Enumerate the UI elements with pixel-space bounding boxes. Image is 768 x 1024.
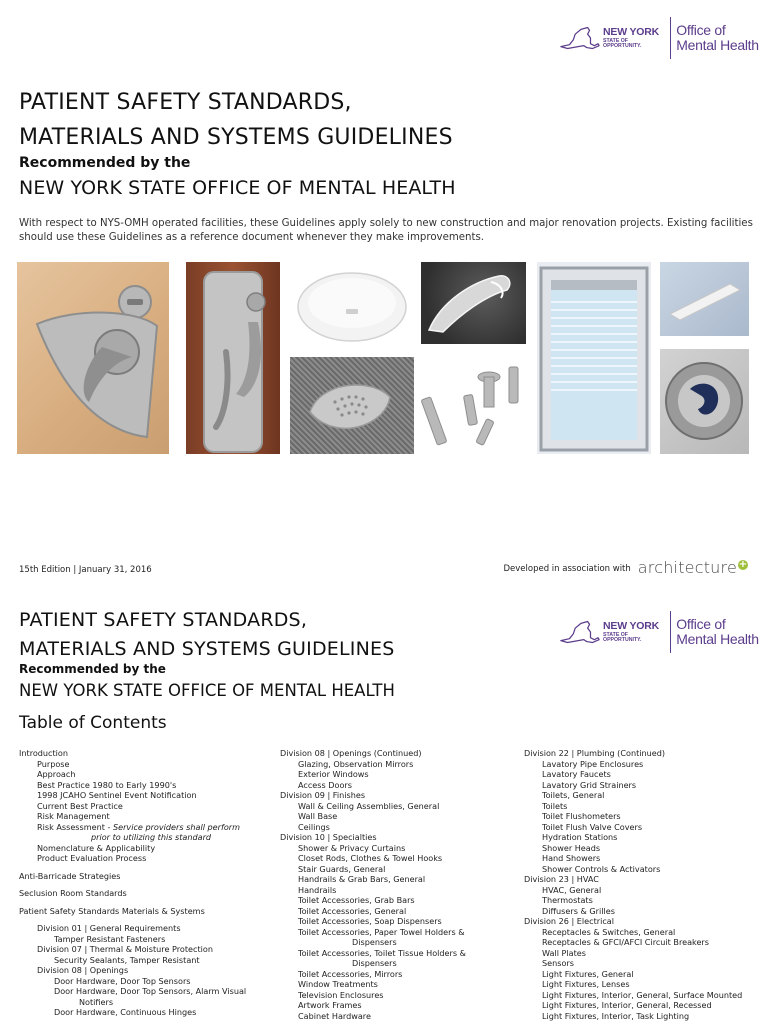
toc-entry [19, 769, 246, 780]
toc-entry-text: Division 07 | Thermal & Moisture Protection [37, 944, 213, 954]
toc-entry [524, 874, 742, 885]
toc-entry-text: Toilet Accessories, Grab Bars [298, 895, 415, 905]
toc-entry-text: Toilets [542, 800, 568, 811]
toc-entry [524, 969, 742, 980]
toc-entry [280, 948, 466, 959]
toc-entry [524, 769, 742, 780]
toc-entry [280, 832, 466, 843]
toc-entry-text: Toilet Accessories, Mirrors [298, 968, 403, 979]
toc-entry [524, 916, 742, 927]
recommended-by: Recommended by the [19, 155, 191, 171]
edition-date: 15th Edition | January 31, 2016 [19, 565, 152, 575]
toc-entry [280, 790, 466, 801]
toc-entry [19, 934, 246, 945]
toc-entry-text: Division 09 | Finishes [280, 790, 366, 800]
toc-column-1 [19, 748, 246, 1018]
toc-entry [280, 874, 466, 885]
toc-entry-text: Lavatory Faucets [542, 769, 611, 779]
toc-entry-text: Lavatory Pipe Enclosures [542, 758, 644, 769]
toc-page-title-line2: MATERIALS AND SYSTEMS GUIDELINES [19, 638, 395, 660]
architecture-plus-logo [638, 558, 748, 577]
toc-entry-text: Thermostats [542, 895, 593, 905]
toc-entry [524, 748, 742, 759]
toc-entry-text: Notifiers [79, 996, 114, 1007]
logo-divider [670, 17, 671, 59]
toc-entry [524, 832, 742, 843]
toc-entry [19, 790, 246, 801]
toc-entry-text: Anti-Barricade Strategies [19, 870, 121, 881]
toc-entry-text: Current Best Practice [37, 800, 123, 811]
toc-entry [280, 811, 466, 822]
toc-entry-text: Window Treatments [298, 979, 378, 989]
toc-entry-text: Introduction [19, 748, 69, 758]
toc-entry-text: Ceilings [298, 821, 330, 832]
toc-entry-note: Service providers shall perform [112, 821, 240, 832]
toc-entry [19, 811, 246, 822]
toc-entry-text: Lavatory Grid Strainers [542, 779, 637, 790]
toc-entry-text: Hydration Stations [542, 832, 618, 842]
toc-entry-text: Risk Assessment - [37, 821, 113, 832]
toc-entry-text: Closet Rods, Clothes & Towel Hooks [298, 853, 443, 863]
toc-entry [19, 780, 246, 791]
robe-hook-photo [660, 349, 749, 454]
state-tagline: STATE OF OPPORTUNITY. [603, 37, 642, 49]
toc-entry [280, 843, 466, 854]
toc-entry [19, 853, 246, 864]
toc-entry [524, 853, 742, 864]
toc-entry-text: Stair Guards, General [298, 863, 386, 874]
toc-entry-text: Shower Controls & Activators [542, 863, 661, 874]
toc-entry-text: Door Hardware, Door Top Sensors [54, 975, 191, 986]
toc-entry-text: Division 26 | Electrical [524, 916, 615, 926]
toc-column-3 [524, 748, 742, 1021]
toc-entry-text: Seclusion Room Standards [19, 888, 127, 898]
toc-entry [280, 906, 466, 917]
toc-entry-text: Toilet Accessories, Paper Towel Holders & [298, 926, 465, 937]
toc-entry-text: Division 08 | Openings [37, 965, 129, 975]
office-wordmark: Office of Mental Health [676, 21, 759, 53]
toc-entry [280, 979, 466, 990]
toc-entry-text: Light Fixtures, Interior, Task Lighting [542, 1010, 690, 1021]
toc-entry-text: Shower Heads [542, 842, 601, 853]
door-lever-photo [17, 262, 169, 454]
cover-title-line1: PATIENT SAFETY STANDARDS, [19, 90, 352, 115]
toc-entry-text: Toilet Accessories, General [298, 905, 407, 916]
toc-entry-text: Receptacles & Switches, General [542, 926, 676, 937]
toc-entry-text: Sensors [542, 958, 574, 968]
toc-entry-text: Toilet Flush Valve Covers [542, 821, 643, 832]
toc-entry [524, 790, 742, 801]
toc-entry [280, 769, 466, 780]
toc-entry-text: Handrails & Grab Bars, General [298, 874, 426, 884]
toc-entry-text: Wall Base [298, 811, 338, 821]
toc-entry-text: Dispensers [352, 937, 397, 947]
toc-entry [19, 871, 246, 882]
association-label: Developed in association with [503, 564, 631, 574]
toc-entry [524, 780, 742, 791]
cover-title-line2: MATERIALS AND SYSTEMS GUIDELINES [19, 125, 453, 150]
toc-entry [280, 916, 466, 927]
light-fixture-photo [660, 262, 749, 336]
toc-entry [19, 748, 246, 759]
toc-entry [19, 906, 246, 917]
toc-entry [524, 843, 742, 854]
toc-entry [280, 990, 466, 1001]
state-tagline: STATE OF OPPORTUNITY. [603, 631, 642, 643]
toc-entry-text: Hand Showers [542, 853, 601, 863]
toc-entry-text: prior to utilizing this standard [91, 832, 212, 842]
toc-entry [19, 944, 246, 955]
toc-entry-text: Cabinet Hardware [298, 1010, 371, 1021]
toc-entry-text: Security Sealants, Tamper Resistant [54, 954, 200, 965]
shower-head-photo [290, 357, 414, 454]
toc-entry [524, 759, 742, 770]
toc-entry [19, 832, 246, 843]
toc-entry [19, 843, 246, 854]
toc-entry [280, 864, 466, 875]
toc-entry-text: Access Doors [298, 779, 352, 790]
toc-office-name: NEW YORK STATE OFFICE OF MENTAL HEALTH [19, 681, 395, 700]
toc-page-title-line1: PATIENT SAFETY STANDARDS, [19, 609, 308, 631]
toc-entry-text: Television Enclosures [298, 989, 384, 1000]
toc-entry [524, 1000, 742, 1011]
toc-entry [280, 1011, 466, 1022]
toc-entry-text: Nomenclature & Applicability [37, 842, 156, 853]
toc-entry [280, 780, 466, 791]
toc-entry [19, 1007, 246, 1018]
toc-entry [524, 990, 742, 1001]
nys-wordmark [603, 27, 665, 49]
toc-entry [524, 937, 742, 948]
toc-entry-text: Door Hardware, Continuous Hinges [54, 1007, 197, 1017]
toc-entry [280, 969, 466, 980]
cover-title [19, 85, 453, 155]
toc-entry [524, 927, 742, 938]
toc-entry-text: Exterior Windows [298, 769, 369, 779]
toc-entry-text: 1998 JCAHO Sentinel Event Notification [37, 790, 197, 800]
toc-entry-text: Tamper Resistant Fasteners [54, 933, 166, 944]
toc-entry-text: Best Practice 1980 to Early 1990's [37, 779, 177, 790]
toc-entry [524, 948, 742, 959]
new-york-state-map-icon [558, 25, 600, 51]
toc-entry-text: Diffusers & Grilles [542, 905, 615, 916]
toc-entry-text: Wall Plates [542, 947, 586, 958]
toc-entry-text: Division 10 | Specialties [280, 832, 377, 842]
new-york-state-map-icon [558, 619, 600, 645]
toc-entry-text: Division 08 | Openings (Continued) [280, 748, 422, 758]
toc-entry-text: Product Evaluation Process [37, 853, 147, 863]
toc-column-2 [280, 748, 466, 1021]
toc-entry [280, 937, 466, 948]
toc-entry-text: Wall & Ceiling Assemblies, General [298, 800, 440, 811]
toc-page-title [19, 606, 394, 664]
toc-entry-text: Dispensers [352, 958, 397, 968]
toc-entry-text: Toilet Accessories, Toilet Tissue Holders & [298, 947, 466, 958]
logo-divider [670, 611, 671, 653]
intro-paragraph: With respect to NYS-OMH operated facilities, these Guidelines apply solely to new construction and major renovation projects. Existing facilities should use these Guidelines as a reference document whenever they make improvements. [19, 218, 753, 243]
toc-entry [524, 1011, 742, 1022]
toc-entry-text: Shower & Privacy Curtains [298, 842, 406, 853]
toc-entry-text: HVAC, General [542, 884, 602, 895]
nys-omh-logo-toc [558, 611, 768, 653]
toc-entry [524, 822, 742, 833]
toc-entry [280, 1000, 466, 1011]
faucet-photo [421, 262, 526, 344]
toc-entry [19, 986, 246, 997]
table-of-contents-heading: Table of Contents [19, 713, 167, 733]
toc-entry-text: Risk Management [37, 811, 110, 821]
toc-entry [524, 864, 742, 875]
toc-entry [19, 923, 246, 934]
office-name: NEW YORK STATE OFFICE OF MENTAL HEALTH [19, 177, 456, 199]
toc-entry-text: Light Fixtures, Interior, General, Surface Mounted [542, 989, 743, 1000]
toc-entry-text: Light Fixtures, General [542, 968, 634, 979]
toc-entry [524, 895, 742, 906]
toc-entry [280, 801, 466, 812]
state-name: NEW YORK [603, 26, 660, 39]
toc-entry-text: Toilet Accessories, Soap Dispensers [298, 916, 442, 926]
toc-entry [19, 888, 246, 899]
toc-entry-text: Purpose [37, 758, 70, 769]
toc-entry [280, 895, 466, 906]
toc-entry [524, 811, 742, 822]
toc-entry-text: Division 01 | General Requirements [37, 923, 181, 933]
office-wordmark: Office of Mental Health [676, 615, 759, 647]
toc-entry [524, 801, 742, 812]
state-name: NEW YORK [603, 620, 660, 633]
toc-entry [280, 885, 466, 896]
plus-icon: + [738, 558, 748, 570]
toc-entry [280, 759, 466, 770]
toc-entry-text: Light Fixtures, Interior, General, Recessed [542, 1000, 712, 1010]
toc-entry [280, 958, 466, 969]
toc-entry [19, 965, 246, 976]
toc-entry-text: Light Fixtures, Lenses [542, 979, 630, 989]
toc-entry-text: Toilet Flushometers [542, 811, 621, 821]
toc-entry [524, 958, 742, 969]
door-pull-plate-photo [186, 262, 280, 454]
toc-entry [19, 801, 246, 812]
toc-entry-text: Door Hardware, Door Top Sensors, Alarm Visual [54, 986, 247, 996]
architecture-wordmark: architecture [637, 558, 737, 577]
toc-entry [19, 759, 246, 770]
nys-omh-logo [558, 17, 768, 59]
toc-entry-text: Artwork Frames [298, 1000, 362, 1010]
toc-entry [280, 853, 466, 864]
toc-entry [524, 906, 742, 917]
toc-entry-text: Toilets, General [542, 790, 605, 800]
security-screws-photo [421, 357, 526, 454]
developed-in-association [503, 558, 748, 577]
window-blinds-photo [537, 262, 651, 454]
toc-entry [19, 822, 246, 833]
toc-entry [19, 997, 246, 1008]
toc-entry-text: Approach [37, 769, 76, 779]
toc-entry [19, 976, 246, 987]
toc-entry-text: Handrails [298, 884, 337, 895]
toc-entry-text: Patient Safety Standards Materials & Systems [19, 905, 205, 916]
toc-entry-text: Division 22 | Plumbing (Continued) [524, 748, 666, 758]
toc-entry-text: Division 23 | HVAC [524, 874, 599, 884]
ceiling-sensor-photo [290, 262, 414, 352]
toc-entry-text: Glazing, Observation Mirrors [298, 758, 414, 769]
toc-entry [19, 955, 246, 966]
toc-entry [280, 927, 466, 938]
nys-wordmark [603, 621, 665, 643]
toc-entry [280, 748, 466, 759]
toc-recommended-by: Recommended by the [19, 662, 166, 676]
toc-entry-text: Receptacles & GFCI/AFCI Circuit Breakers [542, 937, 709, 947]
toc-entry [280, 822, 466, 833]
toc-entry [524, 885, 742, 896]
toc-entry [524, 979, 742, 990]
